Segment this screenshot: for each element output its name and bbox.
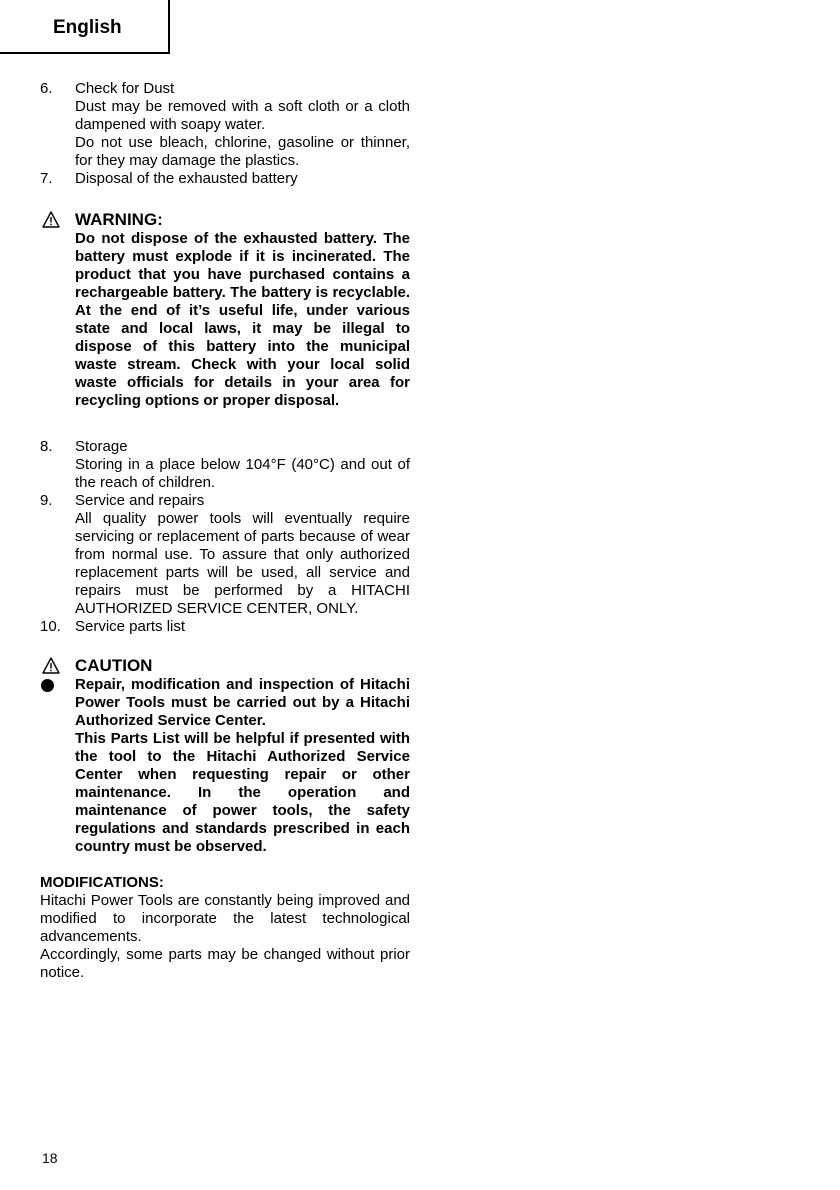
content-column bbox=[40, 80, 410, 982]
caution-heading bbox=[40, 656, 410, 676]
caution-bullet-text: Repair, modification and inspection of Hitachi Power Tools must be carried out by a Hitachi Authorized Service Center. bbox=[75, 676, 410, 729]
item-title: Service and repairs bbox=[75, 492, 205, 509]
caution-continuation: This Parts List will be helpful if presented with the tool to the Hitachi Authorized Service Center when requesting repair or other maintenance. In the operation and maintenance of power tools, the safety regulations and standards prescribed in each country must be observed. bbox=[75, 730, 410, 855]
list-item-8 bbox=[40, 438, 410, 492]
item-number: 10. bbox=[40, 618, 61, 635]
page-number: 18 bbox=[42, 1150, 58, 1166]
caution-triangle-icon bbox=[42, 657, 60, 674]
modifications-paragraph: Hitachi Power Tools are constantly being improved and modified to incorporate the latest technological advancements. bbox=[40, 892, 410, 945]
item-title: Disposal of the exhausted battery bbox=[75, 170, 298, 187]
item-number: 9. bbox=[40, 492, 53, 509]
item-paragraph: Dust may be removed with a soft cloth or a cloth dampened with soapy water. bbox=[75, 98, 410, 133]
language-tab bbox=[0, 0, 170, 54]
item-title: Check for Dust bbox=[75, 80, 175, 97]
item-title: Service parts list bbox=[75, 618, 186, 635]
list-item-6 bbox=[40, 80, 410, 170]
caution-title: CAUTION bbox=[75, 656, 153, 675]
item-number: 7. bbox=[40, 170, 53, 187]
list-item-9 bbox=[40, 492, 410, 618]
item-number: 6. bbox=[40, 80, 53, 97]
item-paragraph: Storing in a place below 104°F (40°C) and out of the reach of children. bbox=[75, 456, 410, 491]
modifications-title: MODIFICATIONS: bbox=[40, 874, 164, 891]
warning-heading bbox=[40, 210, 410, 230]
warning-title: WARNING: bbox=[75, 210, 163, 229]
list-item-10 bbox=[40, 618, 410, 636]
modifications-paragraph: Accordingly, some parts may be changed without prior notice. bbox=[40, 946, 410, 981]
item-paragraph: Do not use bleach, chlorine, gasoline or thinner, for they may damage the plastics. bbox=[75, 134, 410, 169]
warning-triangle-icon bbox=[42, 211, 60, 228]
item-title: Storage bbox=[75, 438, 128, 455]
caution-bullet bbox=[40, 676, 410, 730]
item-paragraph: All quality power tools will eventually require servicing or replacement of parts because of wear from normal use. To assure that only authorized replacement parts will be used, all service and repairs must be performed by a HITACHI AUTHORIZED SERVICE CENTER, ONLY. bbox=[75, 510, 410, 617]
bullet-icon bbox=[41, 679, 54, 692]
language-label: English bbox=[53, 17, 122, 38]
list-item-7 bbox=[40, 170, 410, 188]
item-number: 8. bbox=[40, 438, 53, 455]
warning-text: Do not dispose of the exhausted battery. The battery must explode if it is incinerated. The product that you have purchased contains a rechargeable battery. The battery is recyclable. At the end of it’s useful life, under various state and local laws, it may be illegal to dispose of this battery into the municipal waste stream. Check with your local solid waste officials for details in your area for recycling options or proper disposal. bbox=[75, 230, 410, 409]
